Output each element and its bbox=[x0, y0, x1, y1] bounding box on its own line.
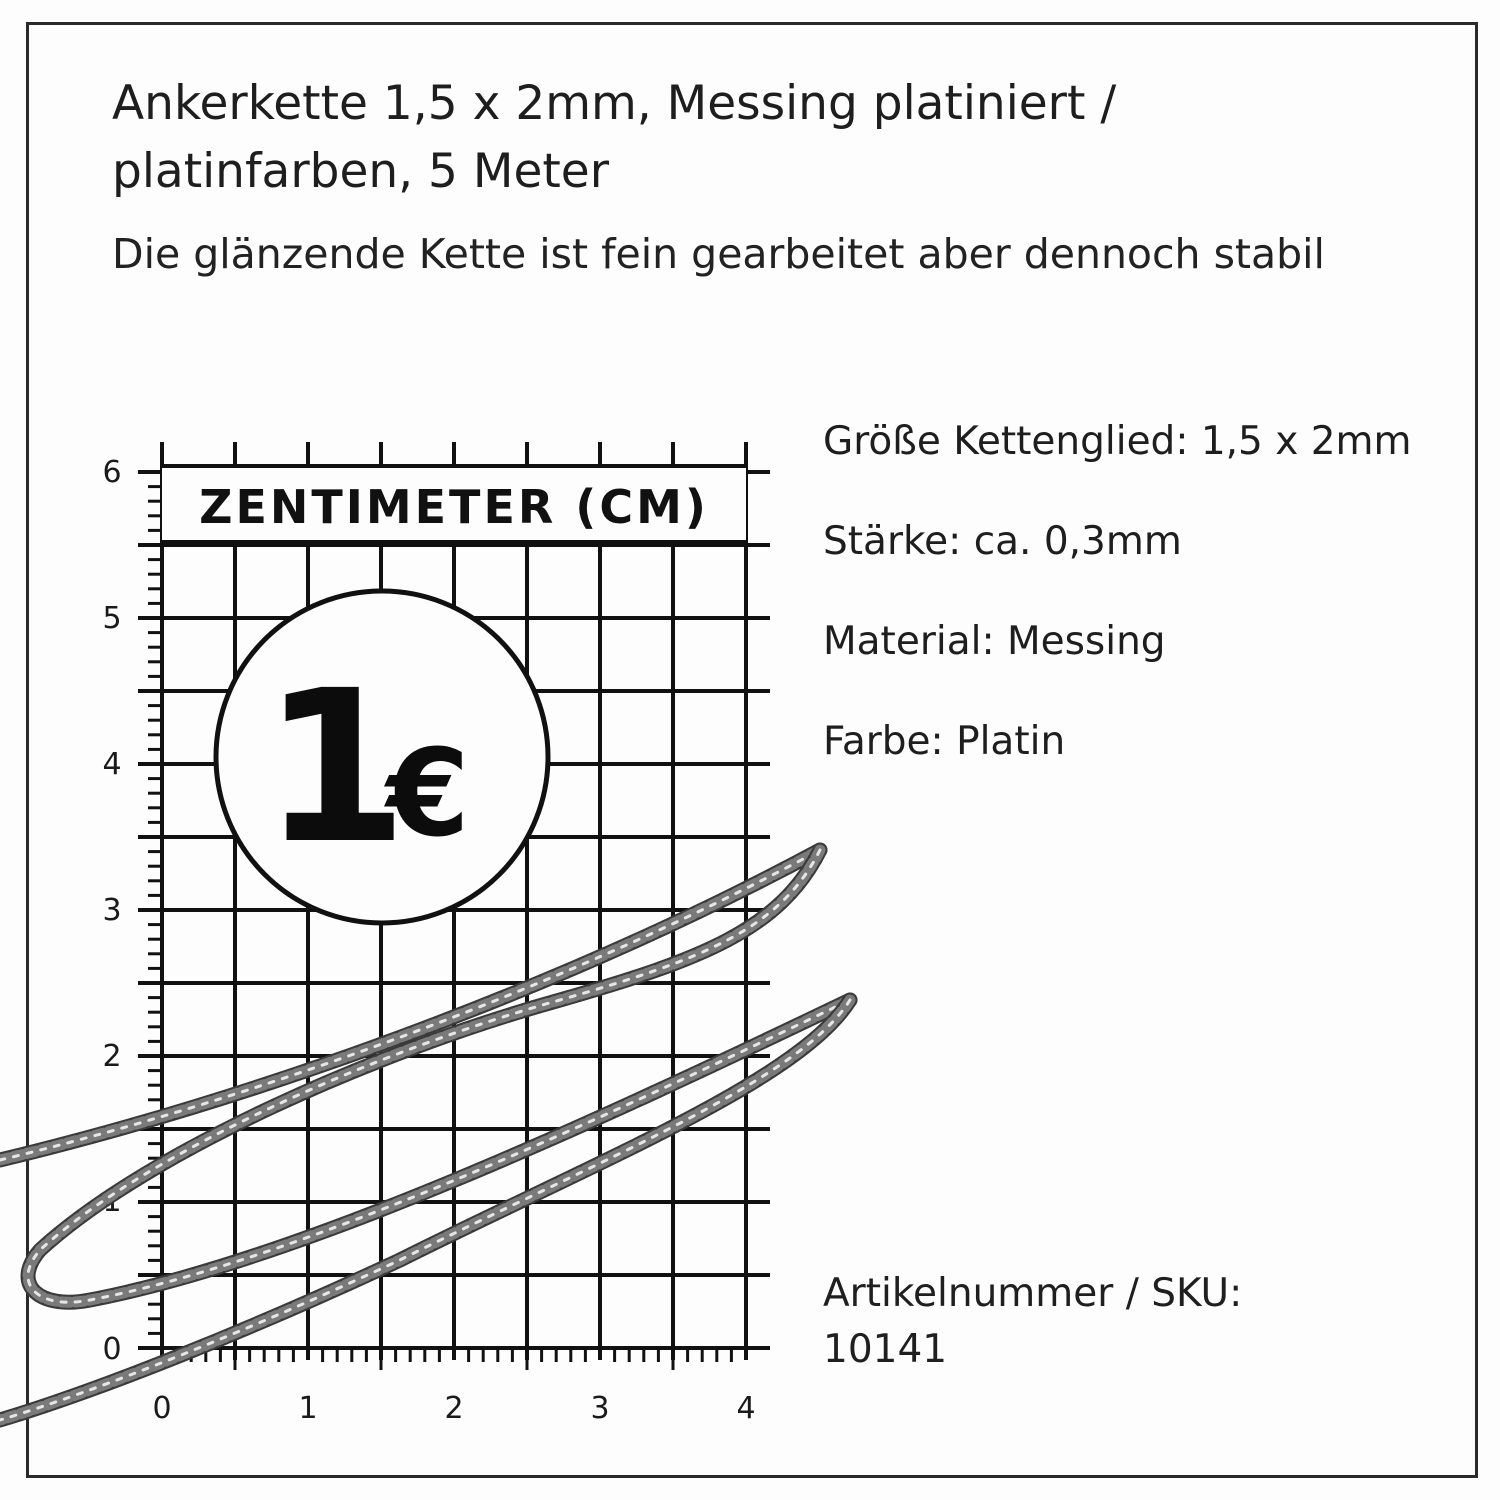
sku-value: 10141 bbox=[823, 1327, 948, 1372]
product-title: Ankerkette 1,5 x 2mm, Messing platiniert / platinfarben, 5 Meter bbox=[112, 76, 1117, 199]
x-tick-0: 0 bbox=[152, 1391, 172, 1426]
grid-title: ZENTIMETER (CM) bbox=[199, 480, 709, 534]
x-tick-4: 4 bbox=[736, 1391, 756, 1426]
price-number: 1 bbox=[261, 645, 409, 890]
y-tick-0: 0 bbox=[102, 1332, 122, 1367]
x-tick-3: 3 bbox=[590, 1391, 610, 1426]
y-tick-2: 2 bbox=[102, 1039, 122, 1074]
spec-material: Material: Messing bbox=[823, 619, 1166, 664]
sku-label: Artikelnummer / SKU: bbox=[823, 1271, 1243, 1316]
spec-link-size: Größe Kettenglied: 1,5 x 2mm bbox=[823, 419, 1412, 464]
chain-image bbox=[0, 850, 850, 1420]
y-tick-1: 1 bbox=[102, 1184, 122, 1219]
x-tick-1: 1 bbox=[298, 1391, 318, 1426]
price-badge bbox=[216, 591, 548, 923]
y-tick-5: 5 bbox=[102, 601, 122, 636]
y-tick-4: 4 bbox=[102, 747, 122, 782]
product-subtitle: Die glänzende Kette ist fein gearbeitet aber dennoch stabil bbox=[112, 230, 1325, 278]
y-tick-3: 3 bbox=[102, 893, 122, 928]
y-tick-6: 6 bbox=[102, 455, 122, 490]
euro-icon: € bbox=[386, 725, 470, 864]
spec-thickness: Stärke: ca. 0,3mm bbox=[823, 519, 1182, 564]
x-tick-2: 2 bbox=[444, 1391, 464, 1426]
spec-color: Farbe: Platin bbox=[823, 719, 1066, 764]
